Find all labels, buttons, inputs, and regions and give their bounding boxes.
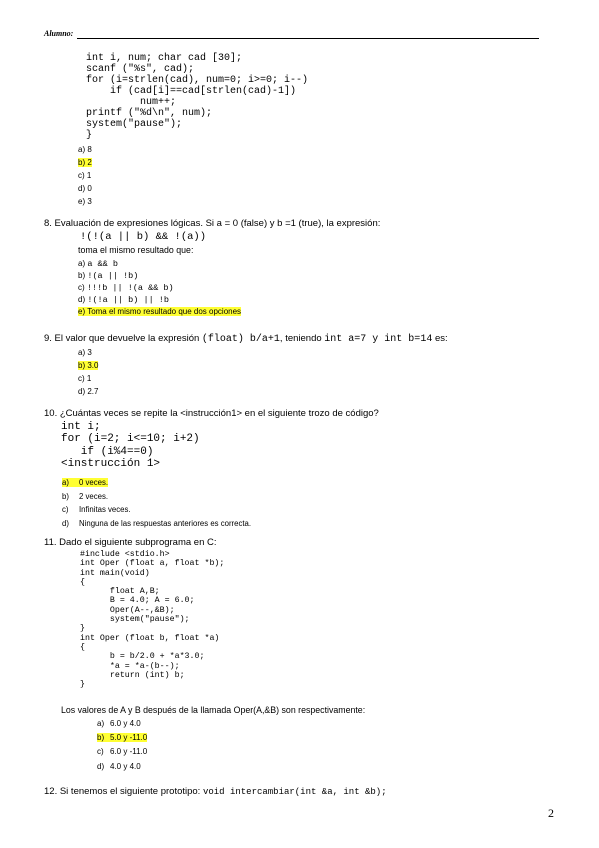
q11-code: #include <stdio.h> int Oper (float a, float *b); int main(void) { float A,B; B = 4.0; A = 6.0; Oper(A--,&B); system("pause"); } int Oper (float b, float *a) { b = b/2.0 + *a*3.0; *a = *a-(b--); return (int) b; } <box>80 550 225 690</box>
q10-option-b: b) 2 veces. <box>62 491 109 501</box>
q9-option-d: d) 2.7 <box>78 387 99 396</box>
q8-subtext: toma el mismo resultado que: <box>78 245 194 255</box>
q11-option-c: c) 6.0 y -11.0 <box>97 747 148 757</box>
q11-subtext: Los valores de A y B después de la llamada Oper(A,&B) son respectivamente: <box>61 705 366 715</box>
page-number: 2 <box>548 806 554 820</box>
q8-option-e: e) Toma el mismo resultado que dos opciones <box>78 307 242 316</box>
q10-options <box>62 476 251 530</box>
q7-option-b: b) 2 <box>78 158 92 167</box>
q9-option-c: c) 1 <box>78 374 92 383</box>
q11-text: 11. Dado el siguiente subprograma en C: <box>44 537 217 548</box>
q8-option-c: c) !!!b || !(a && b) <box>78 283 174 293</box>
q10-code: int i; for (i=2; i<=10; i+2) if (i%4==0) <instrucción 1> <box>61 421 200 471</box>
q9-options <box>78 346 98 398</box>
q9-text: 9. El valor que devuelve la expresión (float) b/a+1, teniendo int a=7 y int b=14 es: <box>44 333 448 345</box>
q7-option-c: c) 1 <box>78 171 92 180</box>
q7-option-d: d) 0 <box>78 184 92 193</box>
q7-option-a: a) 8 <box>78 145 92 154</box>
q11-option-d: d) 4.0 y 4.0 <box>97 761 141 771</box>
q8-option-a: a) a && b <box>78 259 118 269</box>
q9-option-b: b) 3.0 <box>78 361 99 370</box>
q7-options <box>78 143 92 208</box>
q12-prototype: void intercambiar(int &a, int &b); <box>202 787 387 797</box>
q10-option-c: c) Infinitas veces. <box>62 505 131 514</box>
q8-expression: !(!(a || b) && !(a)) <box>80 231 207 243</box>
q7-code: int i, num; char cad [30]; scanf ("%s", cad); for (i=strlen(cad), num=0; i>=0; i--) if (cad[i]==cad[strlen(cad)-1]) num++; printf ("%d\n", num); system("pause"); } <box>86 53 309 141</box>
q10-text: 10. ¿Cuántas veces se repite la <instrucción1> en el siguiente trozo de código? <box>44 408 379 419</box>
q8-options <box>78 258 241 318</box>
q11-option-a: a) 6.0 y 4.0 <box>97 719 141 728</box>
q8-text: 8. Evaluación de expresiones lógicas. Si a = 0 (false) y b =1 (true), la expresión: <box>44 218 381 229</box>
q12-text: 12. Si tenemos el siguiente prototipo: void intercambiar(int &a, int &b); <box>44 786 387 797</box>
q11-option-b: b) 5.0 y -11.0 <box>97 733 148 743</box>
q8-option-b: b) !(a || !b) <box>78 271 139 281</box>
q10-option-a: a) 0 veces. <box>62 478 109 487</box>
q7-option-e: e) 3 <box>78 197 92 206</box>
q11-options <box>97 717 147 774</box>
q8-option-d: d) !(!a || b) || !b <box>78 295 169 305</box>
student-name-header <box>44 29 539 41</box>
student-name-line <box>77 38 539 39</box>
q9-option-a: a) 3 <box>78 348 92 357</box>
q10-option-d: d) Ninguna de las respuestas anteriores es correcta. <box>62 518 252 528</box>
student-label: Alumno: <box>44 29 74 38</box>
